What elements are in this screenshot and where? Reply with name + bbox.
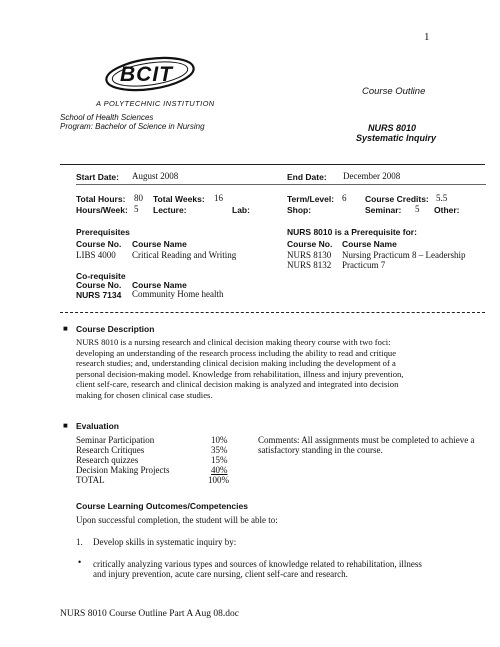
logo-text: BCIT [120, 63, 173, 86]
total-weeks-value: 16 [214, 193, 223, 203]
evaluation-comment: Comments: All assignments must be completed to achieve a [258, 435, 475, 445]
description-line: personal decision-making model. Knowledge from rehabilitation, illness and injury prevention, [76, 368, 404, 379]
prereq-for-course-name: Practicum 7 [342, 260, 386, 270]
description-heading: Course Description [76, 324, 155, 334]
evaluation-item-name: Research Critiques [76, 445, 145, 455]
prereq-for-col-name: Course Name [342, 239, 397, 249]
other-label: Other: [434, 205, 460, 215]
evaluation-item-pct: 40% [211, 465, 228, 475]
evaluation-item-pct: 15% [211, 455, 228, 465]
coreq-col-no: Course No. [76, 280, 122, 290]
start-date-value: August 2008 [132, 171, 179, 181]
page-number: 1 [424, 31, 430, 43]
end-date-label: End Date: [287, 172, 327, 182]
prereq-course-name: Critical Reading and Writing [132, 250, 237, 260]
school-name: School of Health Sciences [60, 113, 154, 122]
evaluation-item-name: Research quizzes [76, 455, 139, 465]
description-line: making for chosen clinical case studies. [76, 389, 213, 400]
prereq-for-heading: NURS 8010 is a Prerequisite for: [287, 227, 417, 237]
description-line: client self-care, research and clinical decision making is analyzed and integrated into decision [76, 379, 399, 390]
program-name: Program: Bachelor of Science in Nursing [60, 122, 205, 131]
credits-value: 5.5 [436, 193, 448, 203]
prereq-for-course-no: NURS 8132 [287, 260, 332, 270]
total-hours-label: Total Hours: [76, 194, 126, 204]
info-divider [76, 184, 486, 185]
lab-label: Lab: [232, 205, 250, 215]
evaluation-bullet: ■ [63, 421, 68, 430]
total-hours-value: 80 [134, 193, 143, 203]
seminar-value: 5 [415, 204, 420, 214]
outcome-bullet-line: critically analyzing various types and sources of knowledge related to rehabilitation, illness [93, 559, 422, 569]
outcome-item: Develop skills in systematic inquiry by: [93, 537, 237, 547]
coreq-course-no: NURS 7134 [76, 290, 122, 300]
prereq-course-no: LIBS 4000 [76, 250, 116, 260]
course-code: NURS 8010 [368, 123, 417, 133]
top-divider [60, 164, 485, 165]
shop-label: Shop: [287, 205, 312, 215]
doc-type: Course Outline [362, 86, 426, 97]
evaluation-item-pct: 35% [211, 445, 228, 455]
evaluation-item-pct: 10% [211, 435, 228, 445]
outcome-number: 1. [76, 537, 83, 547]
credits-label: Course Credits: [365, 194, 429, 204]
prereq-col-no: Course No. [76, 239, 122, 249]
outcome-bullet-line: and injury prevention, acute care nursing, client self-care and research. [93, 569, 348, 579]
prereq-heading: Prerequisites [76, 227, 130, 237]
outcomes-intro: Upon successful completion, the student will be able to: [76, 515, 278, 525]
term-level-value: 6 [342, 193, 347, 203]
evaluation-total-label: TOTAL [76, 475, 105, 485]
evaluation-item-name: Decision Making Projects [76, 465, 170, 475]
hours-week-value: 5 [134, 204, 139, 214]
outcome-bullet-icon: • [78, 557, 82, 567]
outcomes-heading: Course Learning Outcomes/Competencies [76, 501, 248, 511]
description-line: NURS 8010 is a nursing research and clinical decision making theory course with two foci: [76, 337, 391, 347]
evaluation-total-pct: 100% [208, 475, 229, 485]
course-title: Systematic Inquiry [356, 133, 437, 143]
coreq-heading: Co-requisite [76, 271, 126, 281]
evaluation-heading: Evaluation [76, 421, 119, 431]
coreq-course-name: Community Home health [132, 289, 224, 299]
evaluation-comment: satisfactory standing in the course. [258, 445, 383, 455]
hours-week-label: Hours/Week: [76, 205, 128, 215]
total-weeks-label: Total Weeks: [153, 194, 205, 204]
end-date-value: December 2008 [343, 171, 401, 181]
lecture-label: Lecture: [153, 205, 187, 215]
prereq-for-col-no: Course No. [287, 239, 333, 249]
description-line: research studies; and, understanding clinical decision making including the development of a [76, 358, 396, 369]
term-level-label: Term/Level: [287, 194, 335, 204]
logo-tagline: A POLYTECHNIC INSTITUTION [96, 99, 215, 108]
start-date-label: Start Date: [76, 172, 119, 182]
footer-filename: NURS 8010 Course Outline Part A Aug 08.doc [60, 609, 239, 619]
bcit-logo [96, 52, 215, 108]
coreq-col-name: Course Name [132, 280, 187, 290]
section-divider [60, 312, 485, 313]
seminar-label: Seminar: [365, 205, 402, 215]
prereq-for-course-no: NURS 8130 [287, 250, 332, 260]
description-bullet: ■ [63, 324, 68, 333]
evaluation-item-name: Seminar Participation [76, 435, 155, 445]
prereq-for-course-name: Nursing Practicum 8 – Leadership [342, 250, 466, 260]
prereq-col-name: Course Name [132, 239, 187, 249]
description-text [76, 337, 496, 401]
description-line: developing an understanding of the research process including the ability to read and critique [76, 347, 397, 358]
